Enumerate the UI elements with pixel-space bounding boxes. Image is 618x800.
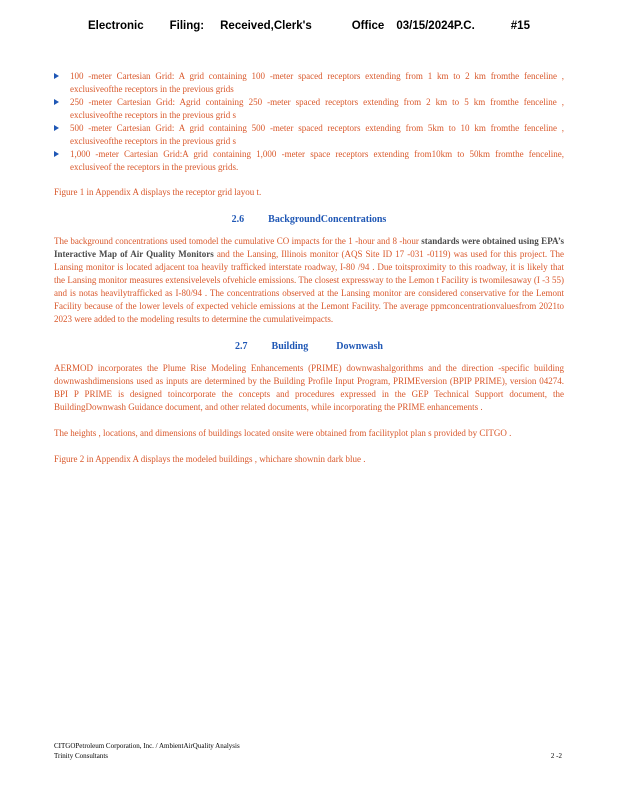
list-item xyxy=(54,96,564,122)
epa-map-phrase: standards were obtained using EPA’s Interactive Map of Air Quality Monitors xyxy=(54,236,565,259)
list-item-text: 1,000 -meter Cartesian Grid:A grid containing 1,000 -meter space receptors extending from10km to 50km fromthe fenceline, exclusiveof the receptors in the previous grids. xyxy=(70,149,564,172)
document-body xyxy=(54,70,564,479)
list-item-text: 500 -meter Cartesian Grid: A grid containing 500 -meter spaced receptors extending from 5km to 10 km fromthe fenceline , exclusiveofthe receptors in the previous grid s xyxy=(70,123,564,146)
list-item-text: 100 -meter Cartesian Grid: A grid containing 100 -meter spaced receptors extending from 1 km to 2 km fromthe fenceline , exclusiveofthe receptors in the previous grids xyxy=(70,71,564,94)
paragraph-text: The background concentrations used tomodel the cumulative CO impacts for the 1 -hour and 8 -hour xyxy=(54,236,419,246)
bullet-arrow-icon xyxy=(54,99,59,105)
list-item xyxy=(54,70,564,96)
paragraph-text: and the Lansing, Illinois monitor (AQS Site ID 17 -031 -0119) was used for this project. The Lansing monitor is located adjacent toa heavily trafficked interstate roadway, I-80 /94 . Due toitsproximity to this roadway, it is likely that the Lansing monitor measures extensivelevels ofvehicle emissions. The closest expressway to the Lemon t Facility is twomilesaway (I -3 55) and is notas heavilytrafficked as I-80/94 . The concentrations observed at the Lansing monitor are considered conservative for the Lemont Facility because of the lower levels of expected vehicle emissions at the Lemont Facility. The average ppmconcentrationvaluesfrom 2021to 2023 were added to the modeling results to determine the cumulativeimpacts. xyxy=(54,249,565,324)
section-title-word: Building xyxy=(271,341,309,352)
section-title-word: Downwash xyxy=(336,341,383,352)
list-item-text: 250 -meter Cartesian Grid: Agrid containing 250 -meter spaced receptors extending from 2 km to 5 km fromthe fenceline , exclusiveofthe receptors in the previous grid s xyxy=(70,97,564,120)
header-office: Office xyxy=(351,20,385,32)
section-2-6-heading xyxy=(54,213,564,226)
page-number: 2 -2 xyxy=(550,752,562,760)
page-header xyxy=(0,20,618,32)
background-paragraph xyxy=(54,235,564,326)
section-title: BackgroundConcentrations xyxy=(268,214,387,225)
receptor-grid-list xyxy=(54,70,564,174)
figure-1-reference: Figure 1 in Appendix A displays the receptor grid layou t. xyxy=(54,187,262,197)
footer-consultant: Trinity Consultants xyxy=(54,752,109,760)
section-number: 2.7 xyxy=(235,341,248,352)
bullet-arrow-icon xyxy=(54,151,59,157)
header-electronic: Electronic xyxy=(88,20,144,32)
header-number: #15 xyxy=(510,20,530,32)
header-date: 03/15/2024P.C. xyxy=(396,20,475,32)
list-item xyxy=(54,122,564,148)
section-number: 2.6 xyxy=(231,214,245,225)
list-item xyxy=(54,148,564,174)
bullet-arrow-icon xyxy=(54,125,59,131)
footer-company-line: CITGOPetroleum Corporation, Inc. / AmbientAirQuality Analysis xyxy=(54,742,240,750)
section-2-7-heading xyxy=(54,340,564,353)
downwash-paragraph: AERMOD incorporates the Plume Rise Modeling Enhancements (PRIME) downwashalgorithms and the direction -specific building downwashdimensions used as inputs are determined by the Building Profile Input Program, PRIMEversion (BPIP PRIME), version 04274. BPI P PRIME is designed toincorporate the concepts and procedures expressed in the GEP Technical Support document, the BuildingDownwash Guidance document, and other related documents, while incorporating the PRIME enhancements . xyxy=(54,363,564,412)
page-footer xyxy=(54,741,562,761)
header-filing: Filing: xyxy=(169,20,205,32)
bullet-arrow-icon xyxy=(54,73,59,79)
header-received-clerks: Received,Clerk's xyxy=(220,20,312,32)
figure-2-reference: Figure 2 in Appendix A displays the modeled buildings , whichare shownin dark blue . xyxy=(54,454,366,464)
buildings-paragraph: The heights , locations, and dimensions of buildings located onsite were obtained from facilityplot plan s provided by CITGO . xyxy=(54,428,512,438)
